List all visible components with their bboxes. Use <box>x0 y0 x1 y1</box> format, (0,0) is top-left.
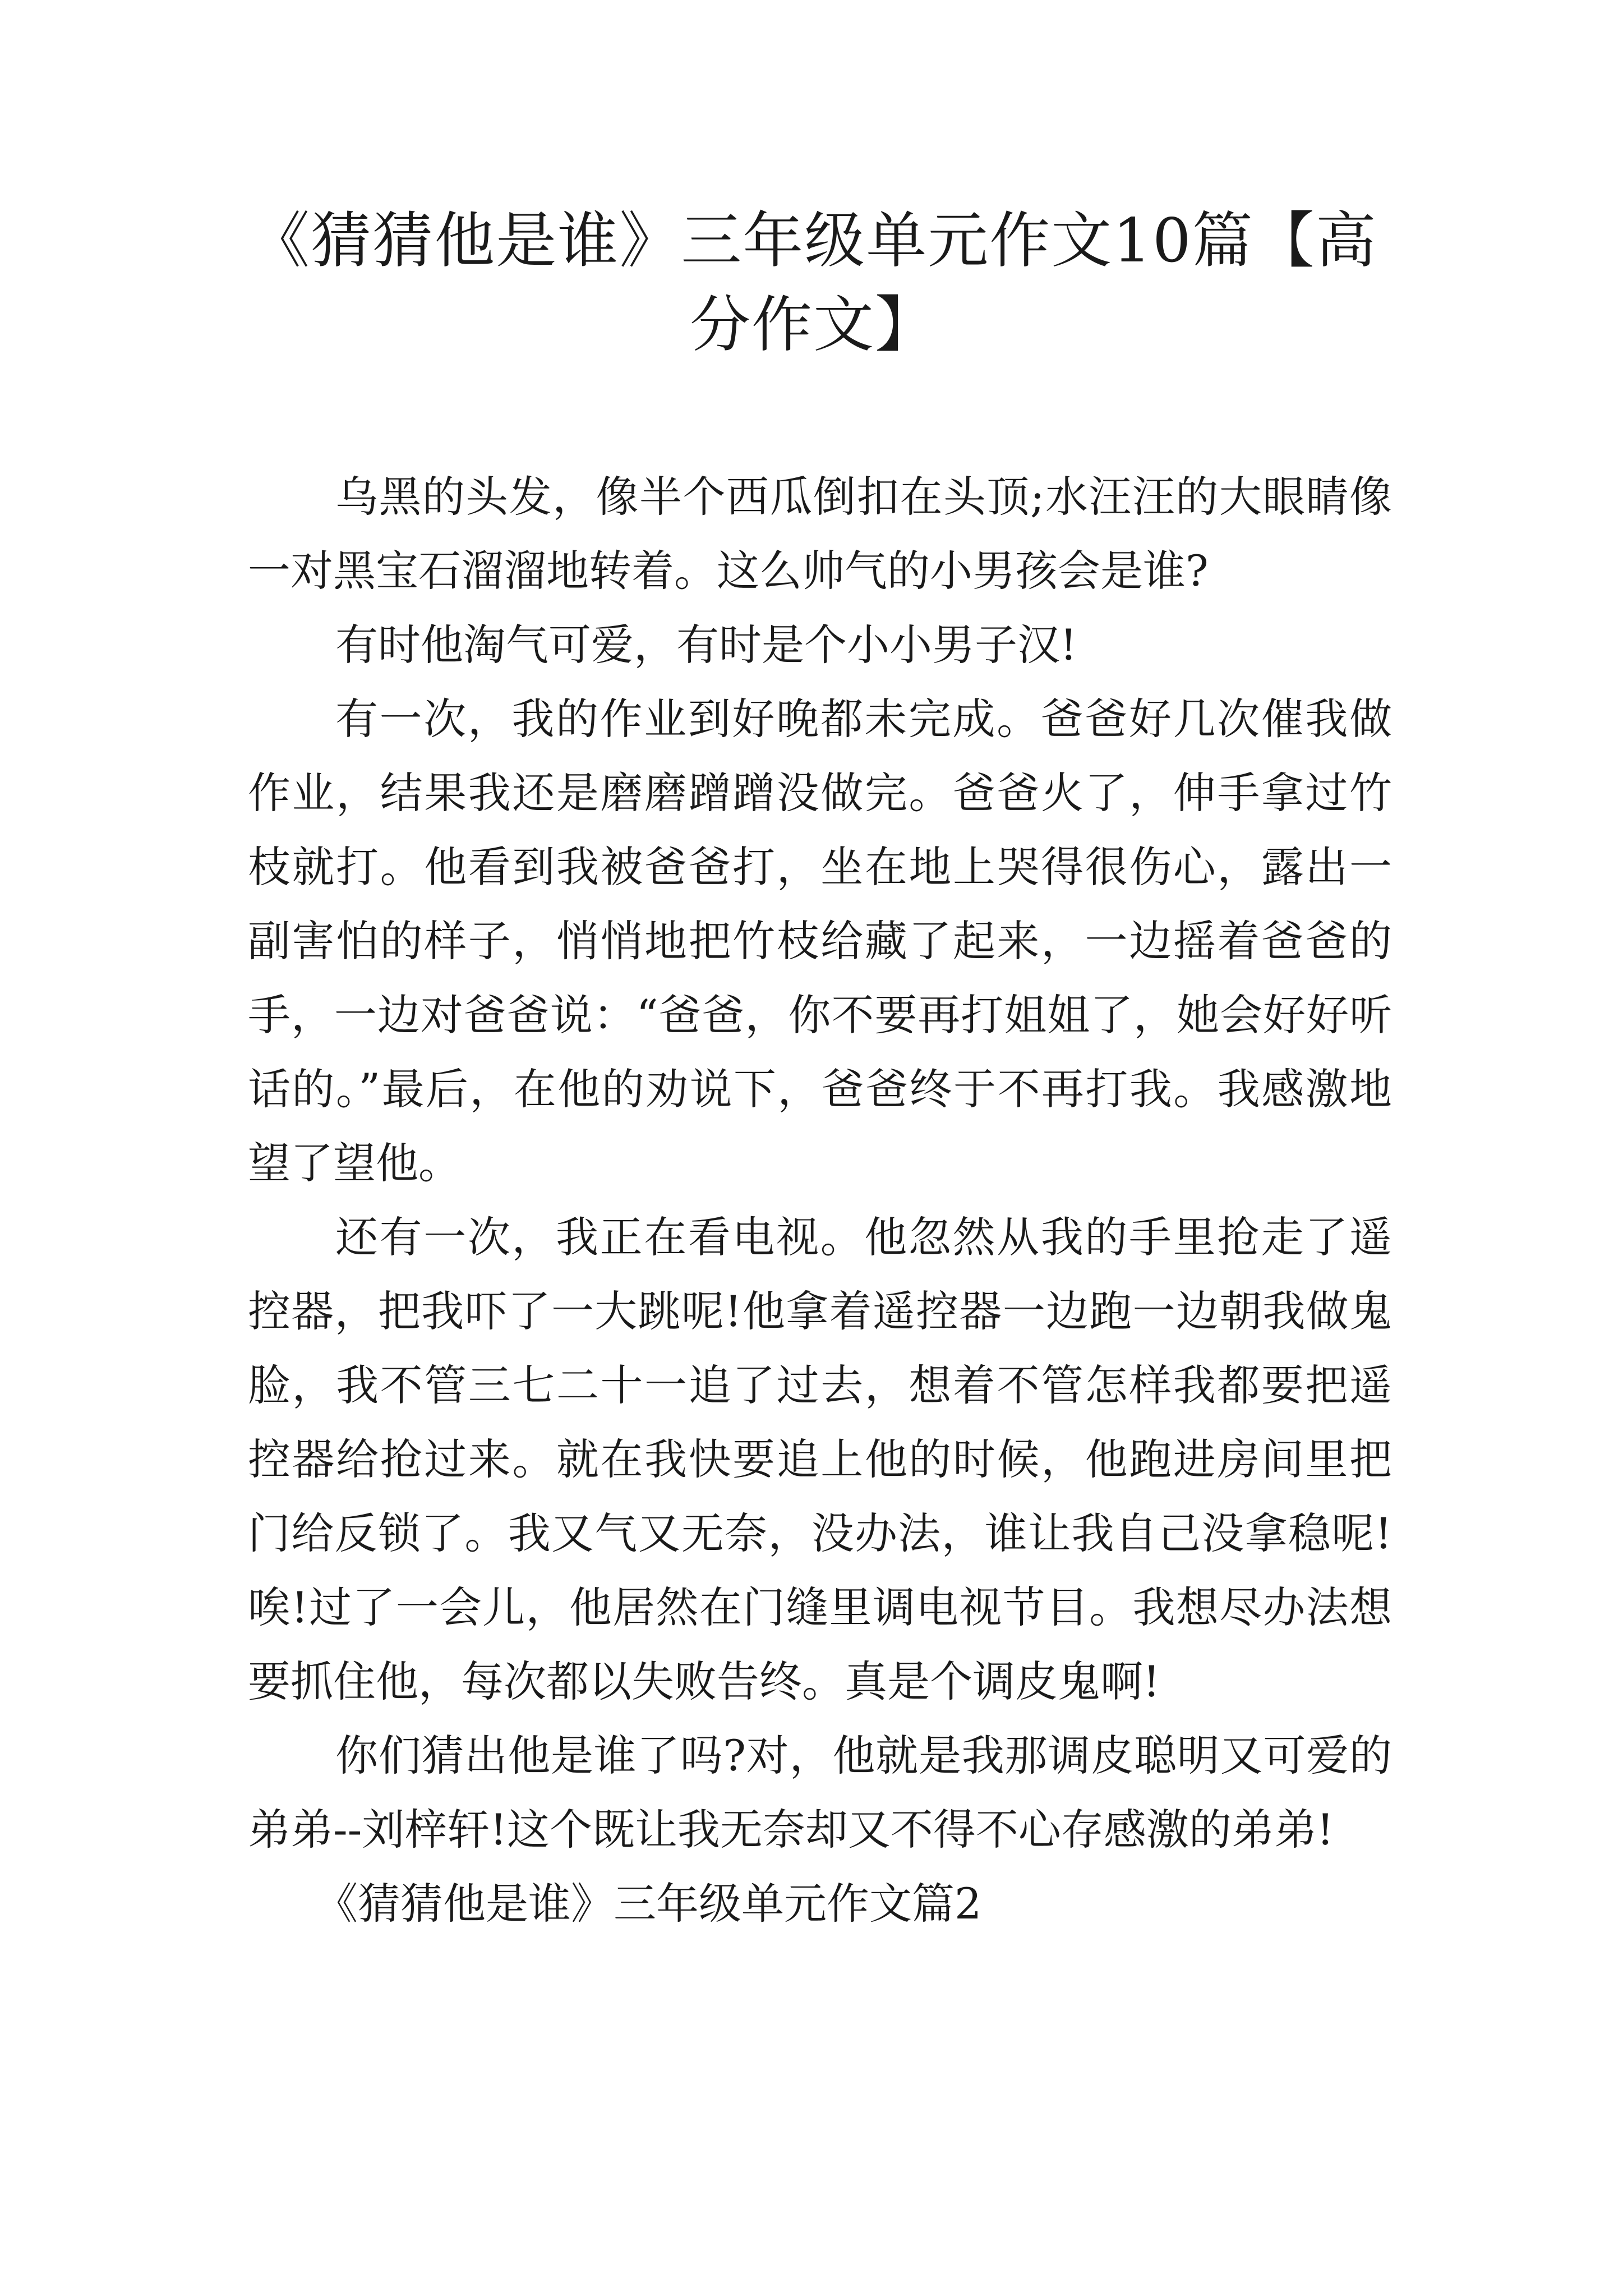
paragraph: 有时他淘气可爱，有时是个小小男子汉! <box>335 620 1077 670</box>
paragraph: 有一次，我的作业到好晚都未完成。爸爸好几次催我做作业，结果我还是磨磨蹭蹭没做完。爸爸火了，伸手拿过竹枝就打。他看到我被爸爸打，坐在地上哭得很伤心，露出一副害怕的样子，悄悄地把竹枝给藏了起来，一边摇着爸爸的手，一边对爸爸说：“爸爸，你不要再打姐姐了，她会好好听话的。”最后，在他的劝说下，爸爸终于不再打我。我感激地望了望他。 <box>248 694 1392 1188</box>
document-title: 《猜猜他是谁》三年级单元作文10篇【高分作文】 <box>249 206 1377 360</box>
paragraph: 还有一次，我正在看电视。他忽然从我的手里抢走了遥控器，把我吓了一大跳呢!他拿着遥控器一边跑一边朝我做鬼脸，我不管三七二十一追了过去，想着不管怎样我都要把遥控器给抢过来。就在我快要追上他的时候，他跑进房间里把门给反锁了。我又气又无奈，没办法，谁让我自己没拿稳呢!唉!过了一会儿，他居然在门缝里调电视节目。我想尽办法想要抓住他，每次都以失败告终。真是个调皮鬼啊! <box>248 1212 1392 1706</box>
section-heading: 《猜猜他是谁》三年级单元作文篇2 <box>315 1879 982 1929</box>
paragraph: 你们猜出他是谁了吗?对，他就是我那调皮聪明又可爱的弟弟--刘梓轩!这个既让我无奈却又不得不心存感激的弟弟! <box>248 1731 1392 1855</box>
document-body <box>248 460 1392 1941</box>
paragraph: 乌黑的头发，像半个西瓜倒扣在头顶;水汪汪的大眼睛像一对黑宝石溜溜地转着。这么帅气的小男孩会是谁? <box>248 472 1392 596</box>
